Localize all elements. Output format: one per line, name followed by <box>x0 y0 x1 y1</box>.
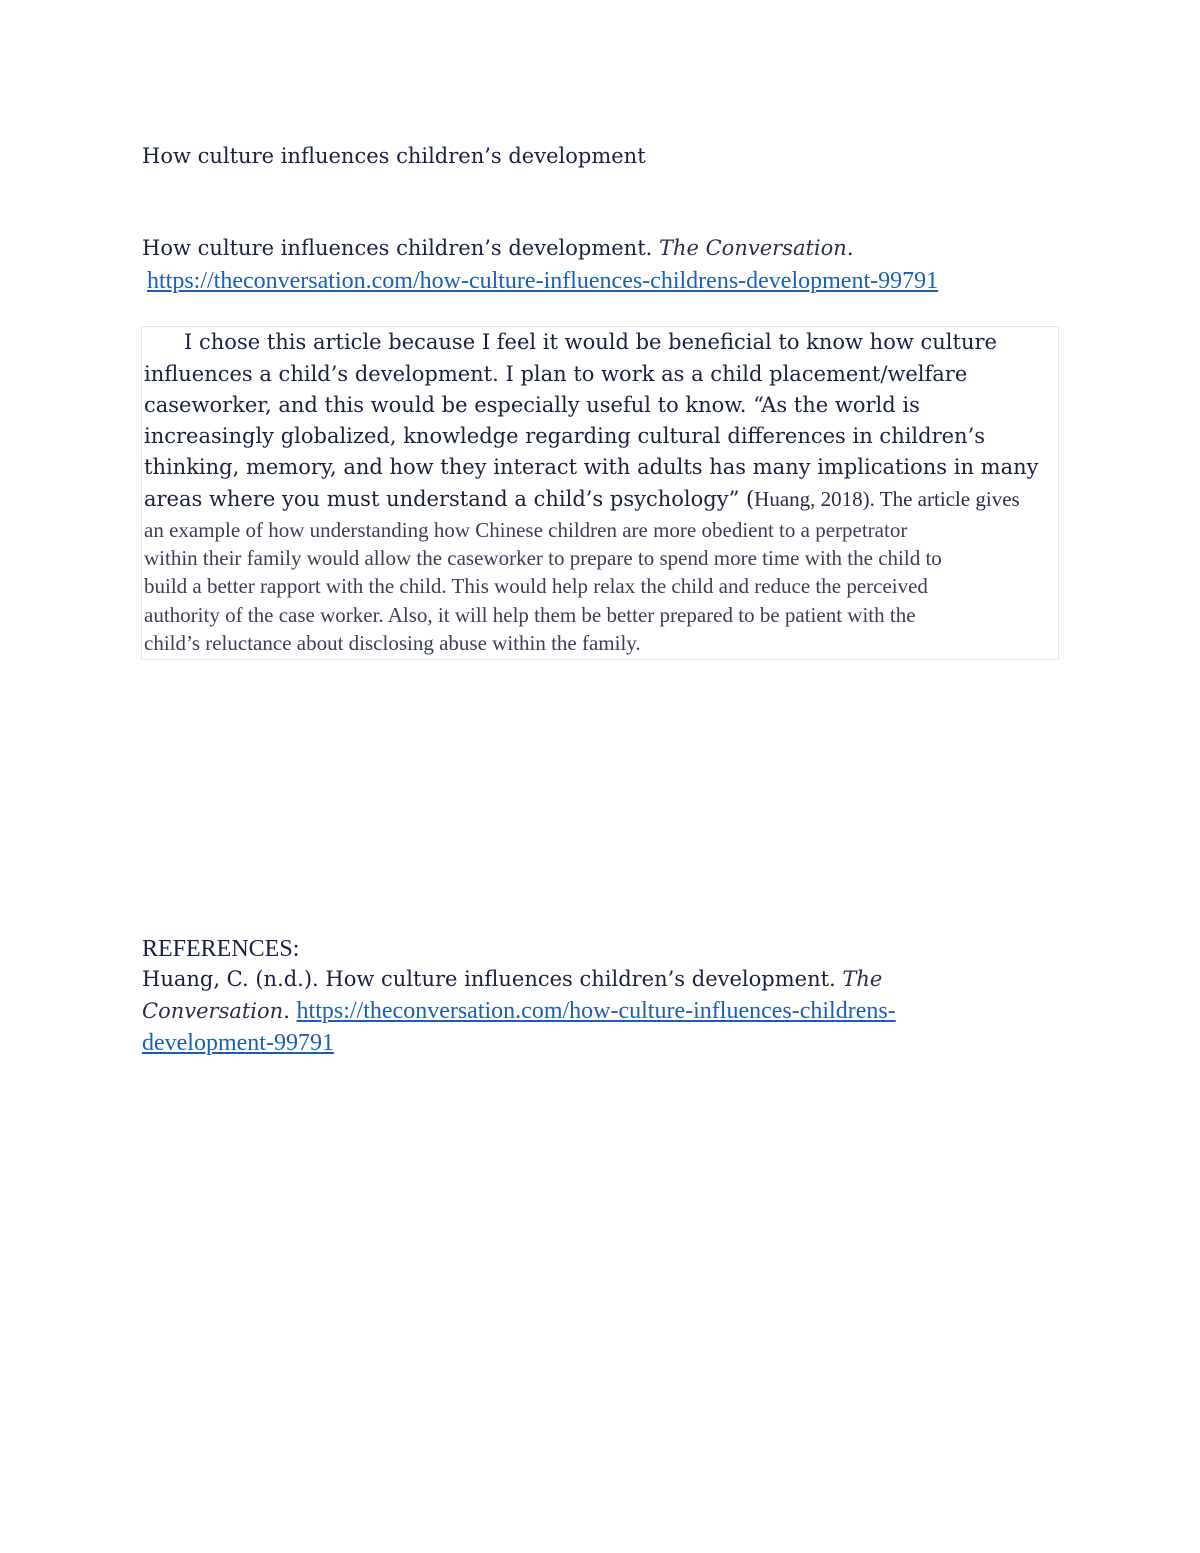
paragraph-line-6 <box>144 487 1020 512</box>
reference-period: . <box>283 999 297 1023</box>
paragraph-line-1: I chose this article because I feel it would be beneficial to know how culture <box>144 330 997 354</box>
paragraph-line-6-quote: areas where you must understand a child’s psychology” ( <box>144 487 755 511</box>
citation-period: . <box>846 236 854 260</box>
paragraph-line-3: caseworker, and this would be especially useful to know. “As the world is <box>144 393 920 417</box>
paragraph-line-9: build a better rapport with the child. This would help relax the child and reduce the perceived <box>144 574 928 598</box>
citation-text: How culture influences children’s development. <box>142 236 659 260</box>
paragraph-line-10: authority of the case worker. Also, it will help them be better prepared to be patient with the <box>144 603 916 627</box>
citation-source: The Conversation <box>658 236 847 260</box>
paragraph-line-8: within their family would allow the caseworker to prepare to spend more time with the child to <box>144 546 942 570</box>
paragraph-line-5: thinking, memory, and how they interact with adults has many implications in many <box>144 455 1039 479</box>
paragraph-line-7: an example of how understanding how Chinese children are more obedient to a perpetrator <box>144 518 908 542</box>
reference-line-1 <box>142 967 882 992</box>
reference-source-part2: Conversation <box>142 999 284 1023</box>
paragraph-line-4: increasingly globalized, knowledge regarding cultural differences in children’s <box>144 424 986 448</box>
references-heading: REFERENCES: <box>142 936 300 962</box>
reference-url-link-part2[interactable]: development-99791 <box>142 1030 334 1056</box>
reference-source-part1: The <box>842 967 883 991</box>
reference-line-2 <box>142 998 896 1025</box>
document-title: How culture influences children’s development <box>142 144 646 168</box>
paragraph-line-6-tail: Huang, 2018). The article gives <box>754 487 1020 511</box>
article-citation <box>142 236 854 261</box>
reference-url-link-part1[interactable]: https://theconversation.com/how-culture-influences-childrens- <box>296 998 896 1024</box>
citation-url-link[interactable]: https://theconversation.com/how-culture-influences-childrens-development-99791 <box>147 268 939 294</box>
reference-text: Huang, C. (n.d.). How culture influences children’s development. <box>142 967 843 991</box>
paragraph-line-11: child’s reluctance about disclosing abuse within the family. <box>144 631 641 655</box>
paragraph-line-2: influences a child’s development. I plan to work as a child placement/welfare <box>144 362 968 386</box>
